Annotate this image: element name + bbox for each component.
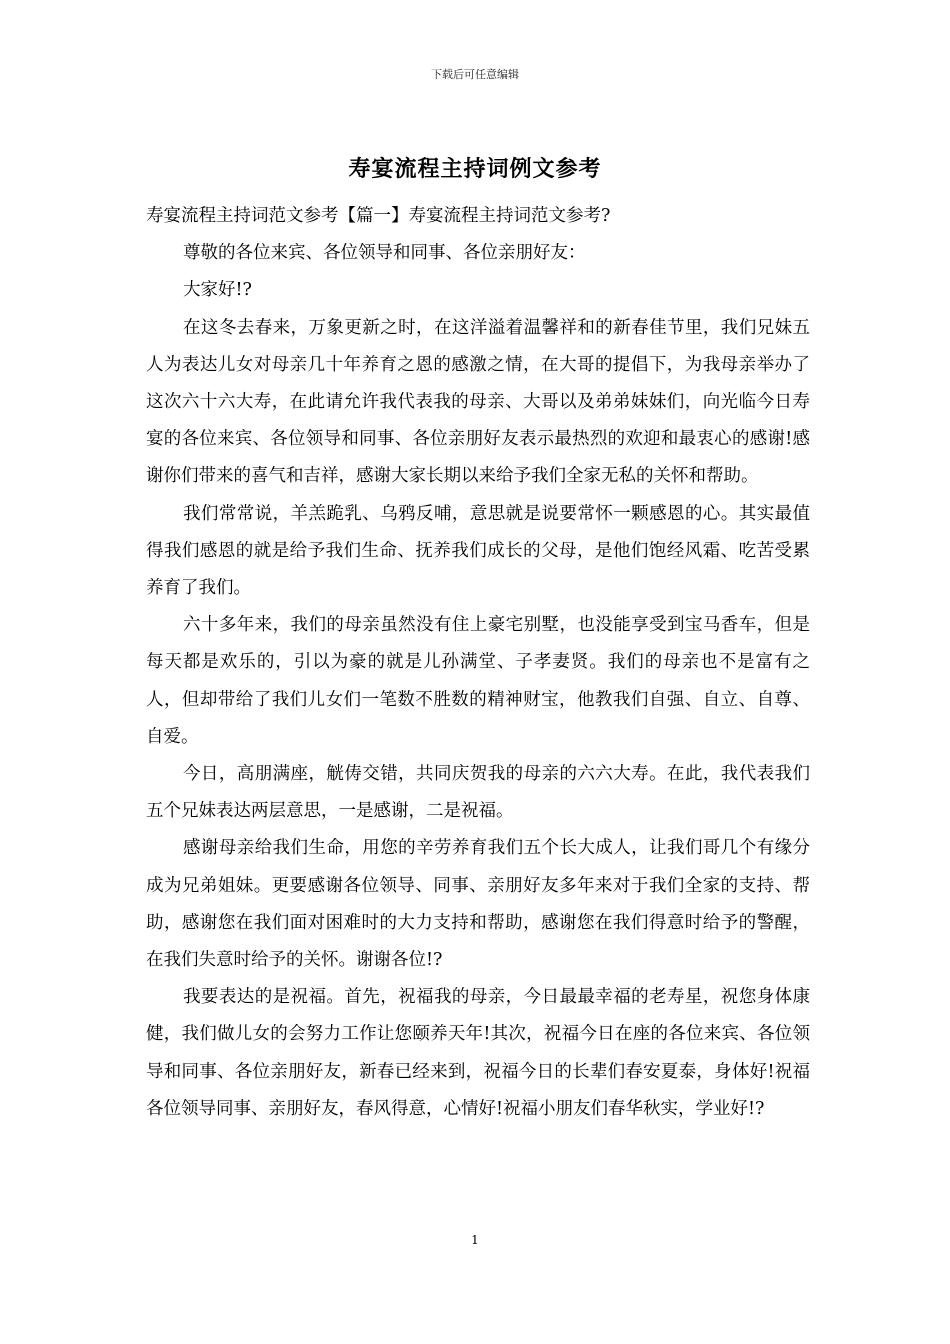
paragraph-hello: 大家好!? (183, 280, 252, 301)
paragraph-intro: 寿宴流程主持词范文参考【篇一】寿宴流程主持词范文参考? (146, 206, 611, 226)
paragraph: 六十多年来，我们的母亲虽然没有住上豪宅别墅，也没能享受到宝马香车，但是每天都是欢乐的，引以为豪的就是儿孙满堂、子孝妻贤。我们的母亲也不是富有之人，但却带给了我们儿女们一笔数不胜数的精神财宝，他教我们自强、自立、自尊、自爱。 (146, 615, 810, 747)
paragraph: 我们常常说，羊羔跪乳、乌鸦反哺，意思就是说要常怀一颗感恩的心。其实最值得我们感恩的就是给予我们生命、抚养我们成长的父母，是他们饱经风霜、吃苦受累养育了我们。 (146, 503, 810, 599)
page-number: 1 (471, 1233, 479, 1247)
paragraph: 感谢母亲给我们生命，用您的辛劳养育我们五个长大成人，让我们哥几个有缘分成为兄弟姐妹。更要感谢各位领导、同事、亲朋好友多年来对于我们全家的支持、帮助，感谢您在我们面对困难时的大力支持和帮助，感谢您在我们得意时给予的警醒，在我们失意时给予的关怀。谢谢各位!? (146, 838, 810, 971)
paragraph: 在这冬去春来，万象更新之时，在这洋溢着温馨祥和的新春佳节里，我们兄妹五人为表达儿女对母亲几十年养育之恩的感激之情，在大哥的提倡下，为我母亲举办了这次六十六大寿，在此请允许我代表我的母亲、大哥以及弟弟妹妹们，向光临今日寿宴的各位来宾、各位领导和同事、各位亲朋好友表示最热烈的欢迎和最衷心的感谢!感谢你们带来的喜气和吉祥，感谢大家长期以来给予我们全家无私的关怀和帮助。 (146, 317, 810, 487)
header-note: 下载后可任意编辑 (431, 68, 519, 81)
document-title: 寿宴流程主持词例文参考 (348, 156, 602, 182)
document-body (146, 198, 810, 1128)
paragraph: 今日，高朋满座，觥俦交错，共同庆贺我的母亲的六六大寿。在此，我代表我们五个兄妹表达两层意思，一是感谢，二是祝福。 (146, 764, 810, 822)
paragraph-greeting: 尊敬的各位来宾、各位领导和同事、各位亲朋好友： (183, 243, 586, 264)
paragraph: 我要表达的是祝福。首先，祝福我的母亲，今日最最幸福的老寿星，祝您身体康健，我们做儿女的会努力工作让您颐养天年!其次，祝福今日在座的各位来宾、各位领导和同事、各位亲朋好友，新春已经来到，祝福今日的长辈们春安夏泰，身体好!祝福各位领导同事、亲朋好友，春风得意，心情好!祝福小朋友们春华秋实，学业好!? (146, 987, 810, 1119)
